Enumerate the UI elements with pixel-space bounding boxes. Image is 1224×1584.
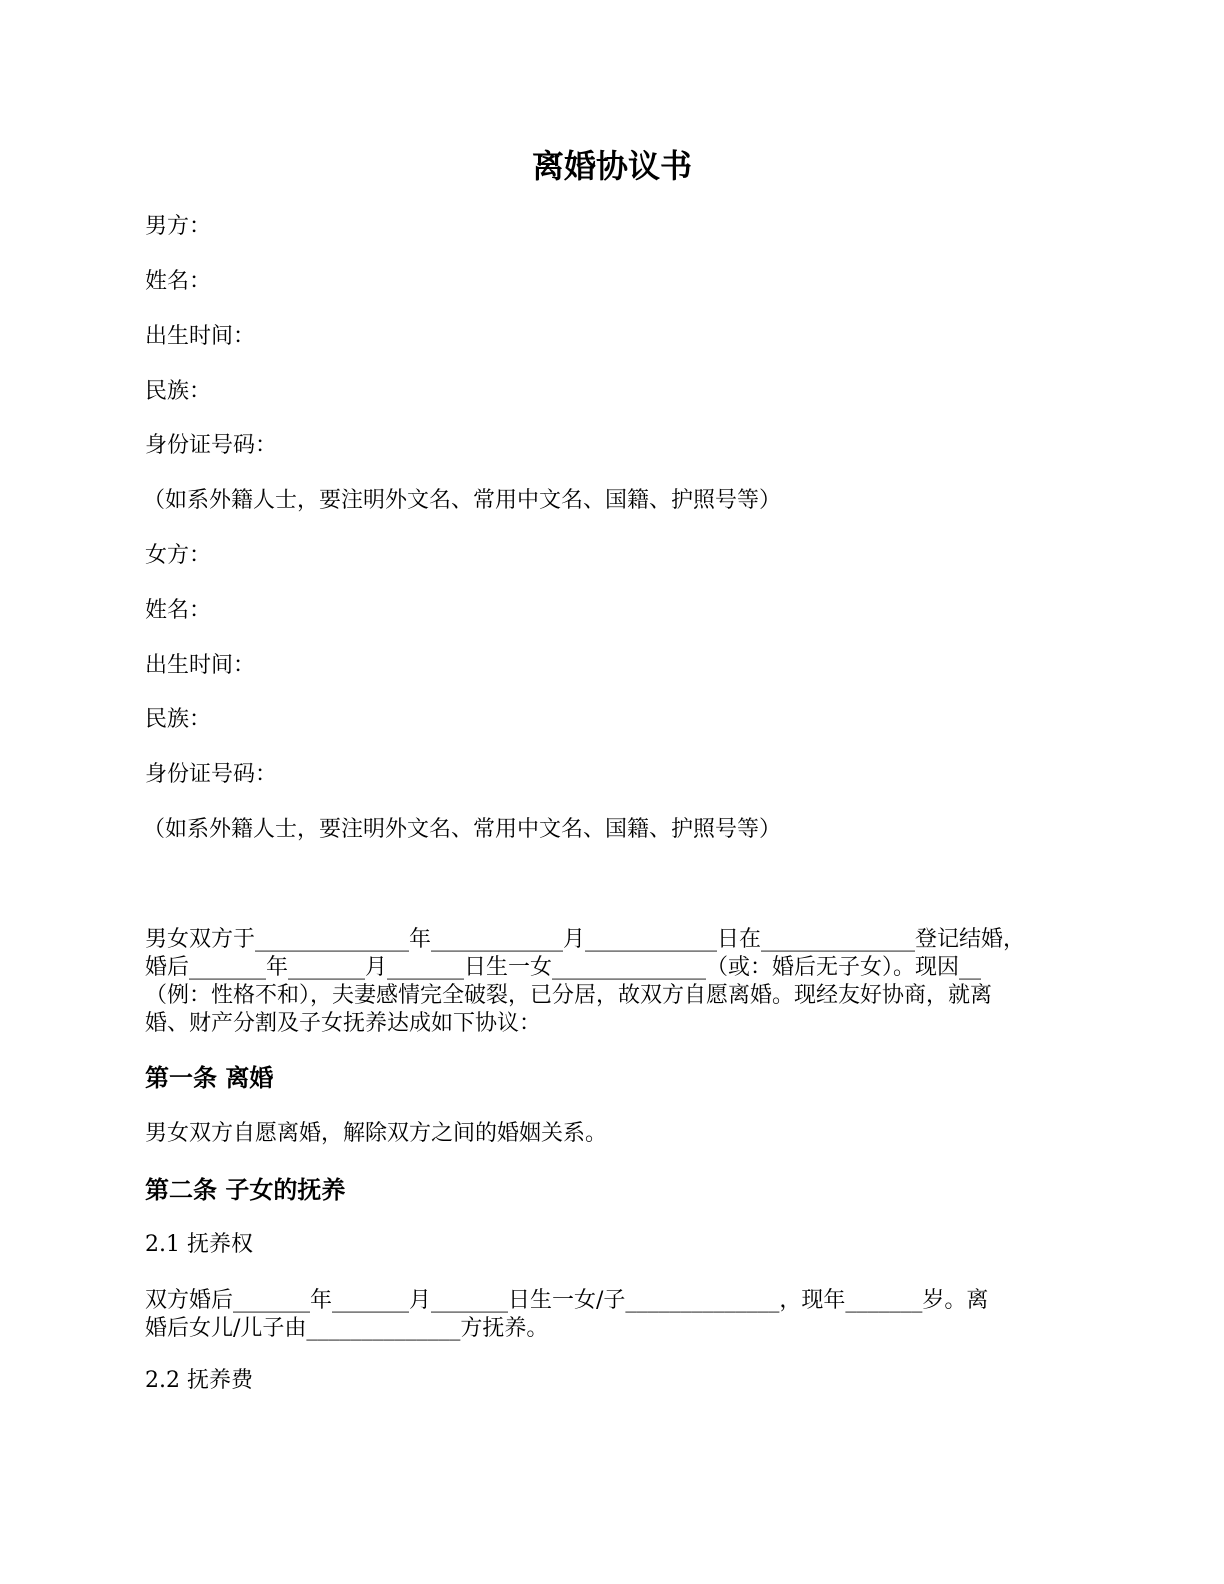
male-ethnicity-label: 民族： [145,379,212,404]
section-2-1-line-1: 双方婚后_______年_______月_______日生一女/子______________，现年_______岁。离 [145,1288,989,1313]
article-1-text: 男女双方自愿离婚，解除双方之间的婚姻关系。 [145,1121,608,1146]
female-birth-label: 出生时间： [145,653,256,678]
male-id-label: 身份证号码： [145,433,278,458]
male-birth-label: 出生时间： [145,324,256,349]
section-2-1-heading: 2.1 抚养权 [145,1232,253,1257]
female-heading: 女方： [145,543,212,568]
section-2-1-line-2: 婚后女儿/儿子由______________方抚养。 [145,1316,549,1341]
article-2-heading: 第二条 子女的抚养 [145,1176,346,1204]
male-heading: 男方： [145,214,212,239]
female-foreign-note: （如系外籍人士，要注明外文名、常用中文名、国籍、护照号等） [143,817,782,842]
intro-line-3: （例：性格不和），夫妻感情完全破裂，已分居，故双方自愿离婚。现经友好协商，就离 [145,983,993,1008]
male-foreign-note: （如系外籍人士，要注明外文名、常用中文名、国籍、护照号等） [143,488,782,513]
article-1-heading: 第一条 离婚 [145,1064,274,1092]
intro-line-2: 婚后_______年_______月_______日生一女______________（或：婚后无子女）。现因__ [145,955,982,980]
section-2-2-heading: 2.2 抚养费 [145,1368,253,1393]
female-ethnicity-label: 民族： [145,707,212,732]
document-title: 离婚协议书 [531,147,692,185]
female-name-label: 姓名： [145,598,212,623]
intro-line-1: 男女双方于______________年____________月____________日在______________登记结婚， [145,927,1026,952]
female-id-label: 身份证号码： [145,762,278,787]
male-name-label: 姓名： [145,269,212,294]
intro-line-4: 婚、财产分割及子女抚养达成如下协议： [145,1011,542,1036]
